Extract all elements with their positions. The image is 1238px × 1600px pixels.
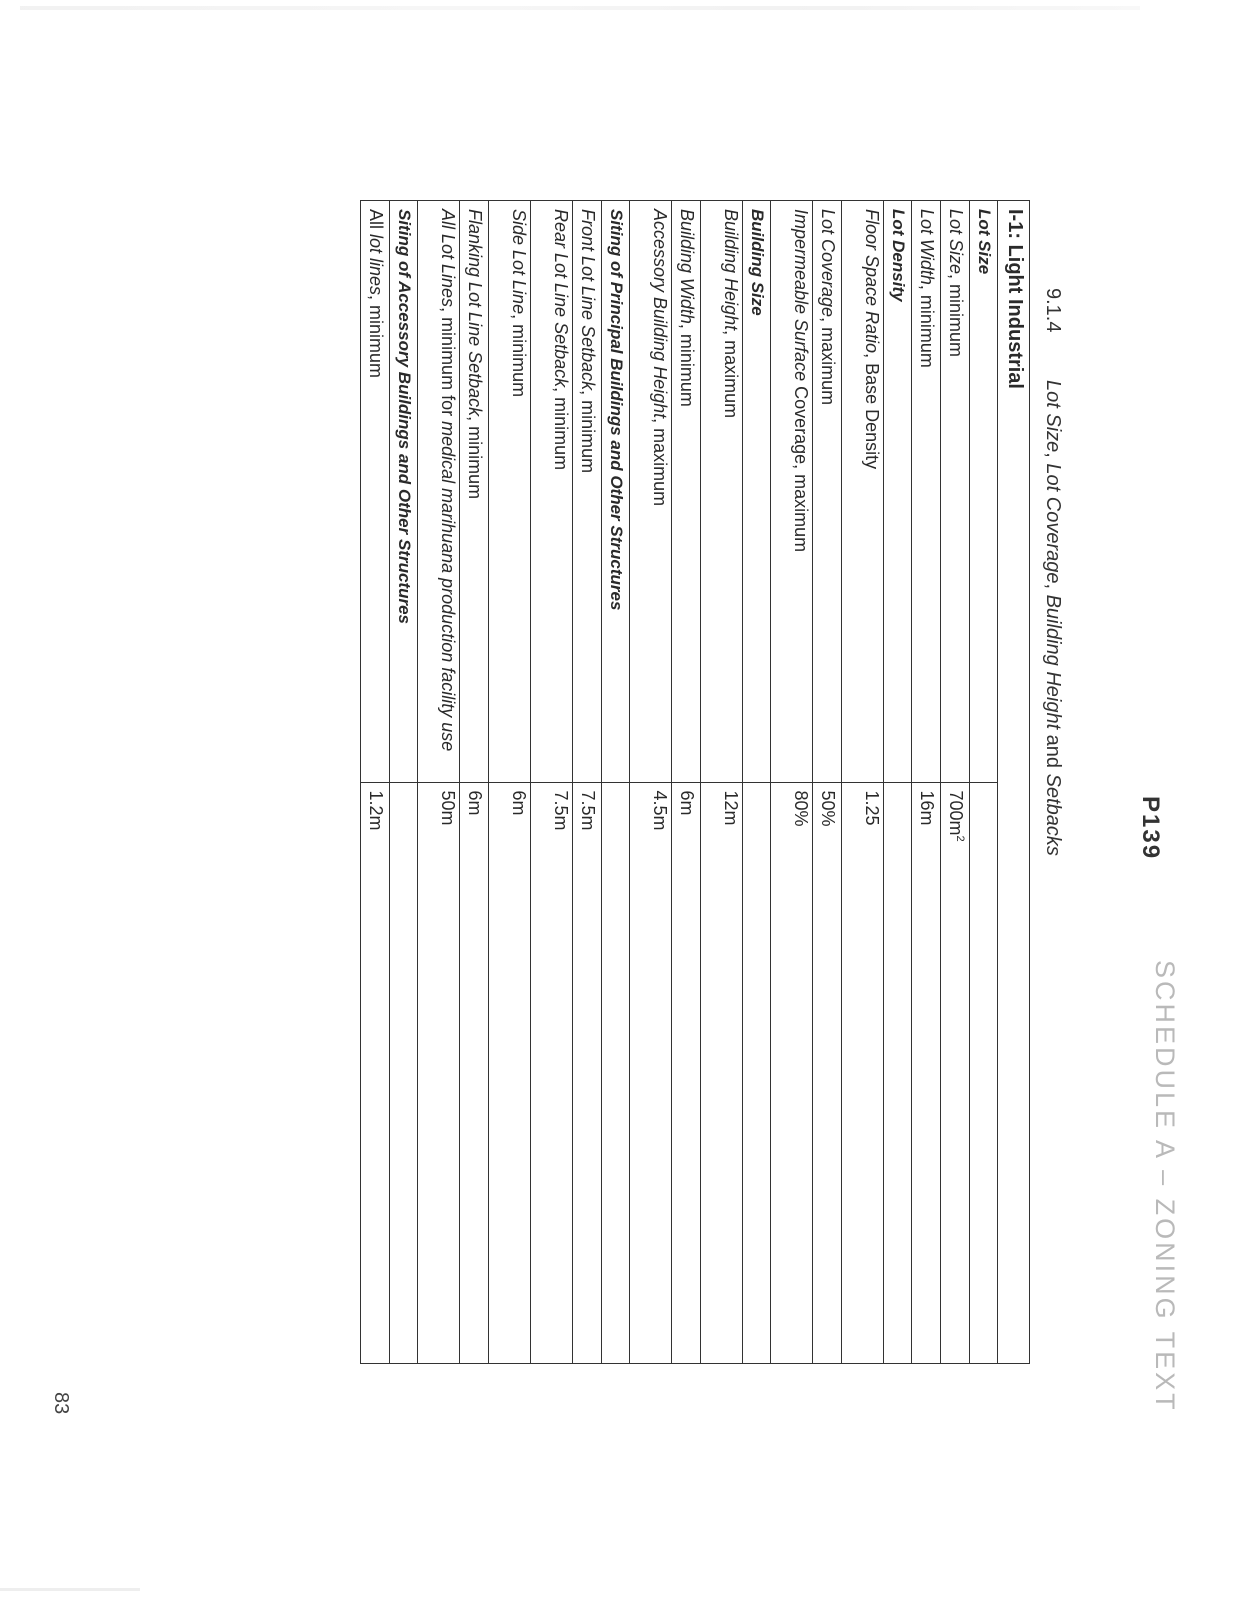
heading-lot-size: Lot Size [970,201,998,783]
table-row [912,201,941,1364]
value-text: 700m [946,790,966,836]
table-row [941,201,970,1364]
table-row [701,201,743,1364]
row-value: 16m [912,782,941,1364]
caption-term-setbacks: Setbacks [1042,773,1064,856]
table-title-row [998,201,1030,1364]
label-text: , minimum [677,323,697,407]
defined-term: Side Lot Line [509,209,529,315]
empty-cell [602,782,630,1364]
defined-term: Front Lot Line Setback [578,209,598,391]
empty-cell [970,782,998,1364]
label-text: , maximum [818,317,838,406]
row-value: 6m [489,782,531,1364]
table-row [573,201,602,1364]
heading-siting-accessory: Siting of Accessory Buildings and Other Structures [390,201,418,783]
row-label [531,201,573,783]
defined-term: Impermeable Surface [791,209,811,382]
defined-term: All Lot Lines [438,209,458,308]
row-value [941,782,970,1364]
label-text: , minimum [366,295,386,379]
label-text: Coverage, maximum [791,381,811,553]
defined-term: Rear Lot Line Setback [551,209,571,388]
label-text: , minimum for [438,307,458,422]
defined-term: Building Width [677,209,697,324]
heading-siting-principal: Siting of Principal Buildings and Other Structures [602,201,630,783]
table-row [813,201,842,1364]
defined-term: Lot Coverage [818,209,838,318]
row-value: 50m [418,782,460,1364]
label-text: , Base Density [862,353,882,470]
defined-term: Flanking Lot Line Setback [465,209,485,417]
section-caption [1041,288,1064,856]
section-number: 9.1.4 [1042,288,1064,333]
defined-term: Accessory Building Height [650,209,670,419]
table-heading-row [390,201,418,1364]
row-label [672,201,701,783]
row-value: 1.2m [361,782,390,1364]
table-row [531,201,573,1364]
row-label [630,201,672,783]
empty-cell [390,782,418,1364]
row-label [418,201,460,783]
row-label [460,201,489,783]
table-row [460,201,489,1364]
page-code: P139 [1137,796,1164,861]
heading-lot-density: Lot Density [884,201,912,783]
table-row [418,201,460,1364]
caption-term-building-height: Building Height [1042,594,1064,730]
table-heading-row [602,201,630,1364]
rotated-page-content [20,50,1180,1550]
defined-term: medical marihuana production facility use [438,421,458,752]
caption-sep: and [1042,729,1064,774]
row-label [912,201,941,783]
table-row [489,201,531,1364]
row-label [361,201,390,783]
row-label [842,201,884,783]
zone-title: I-1: Light Industrial [998,201,1030,1364]
caption-term-lot-coverage: Lot Coverage [1042,463,1064,584]
empty-cell [743,782,771,1364]
zoning-regulations-table [360,200,1030,1364]
page-number: 83 [50,1392,72,1415]
row-value: 6m [672,782,701,1364]
defined-term: Floor Space Ratio [862,209,882,354]
label-text: , minimum [465,416,485,500]
label-text: , maximum [650,418,670,507]
table-row [842,201,884,1364]
defined-term: Building Height [721,209,741,331]
row-label [573,201,602,783]
row-value: 50% [813,782,842,1364]
row-value: 6m [460,782,489,1364]
label-text: , minimum [917,284,937,368]
scan-artifact-bottom [0,1588,140,1591]
row-label [701,201,743,783]
scan-artifact-top [20,6,1140,10]
row-label [771,201,813,783]
label-text: , minimum [551,387,571,471]
table-row [771,201,813,1364]
label-text: , maximum [721,330,741,419]
row-value: 12m [701,782,743,1364]
label-text: , minimum [509,314,529,398]
defined-term: lot lines [366,234,386,296]
row-value: 80% [771,782,813,1364]
caption-sep: , [1042,583,1064,595]
table-row [361,201,390,1364]
table-heading-row [884,201,912,1364]
heading-building-size: Building Size [743,201,771,783]
table-heading-row [970,201,998,1364]
caption-term-lot-size: Lot Size [1042,380,1064,453]
label-text: , minimum [946,274,966,358]
row-label [941,201,970,783]
table-row [630,201,672,1364]
schedule-header: SCHEDULE A – ZONING TEXT [1150,960,1180,1413]
label-text: , minimum [578,390,598,474]
label-text: All [366,209,386,235]
row-value: 4.5m [630,782,672,1364]
defined-term: Lot Size [946,209,966,275]
row-label [489,201,531,783]
value-superscript: 2 [954,835,966,842]
row-value: 1.25 [842,782,884,1364]
table-row [672,201,701,1364]
table-heading-row [743,201,771,1364]
row-value: 7.5m [573,782,602,1364]
row-value: 7.5m [531,782,573,1364]
caption-sep: , [1042,452,1064,464]
empty-cell [884,782,912,1364]
row-label [813,201,842,783]
defined-term: Lot Width [917,209,937,285]
